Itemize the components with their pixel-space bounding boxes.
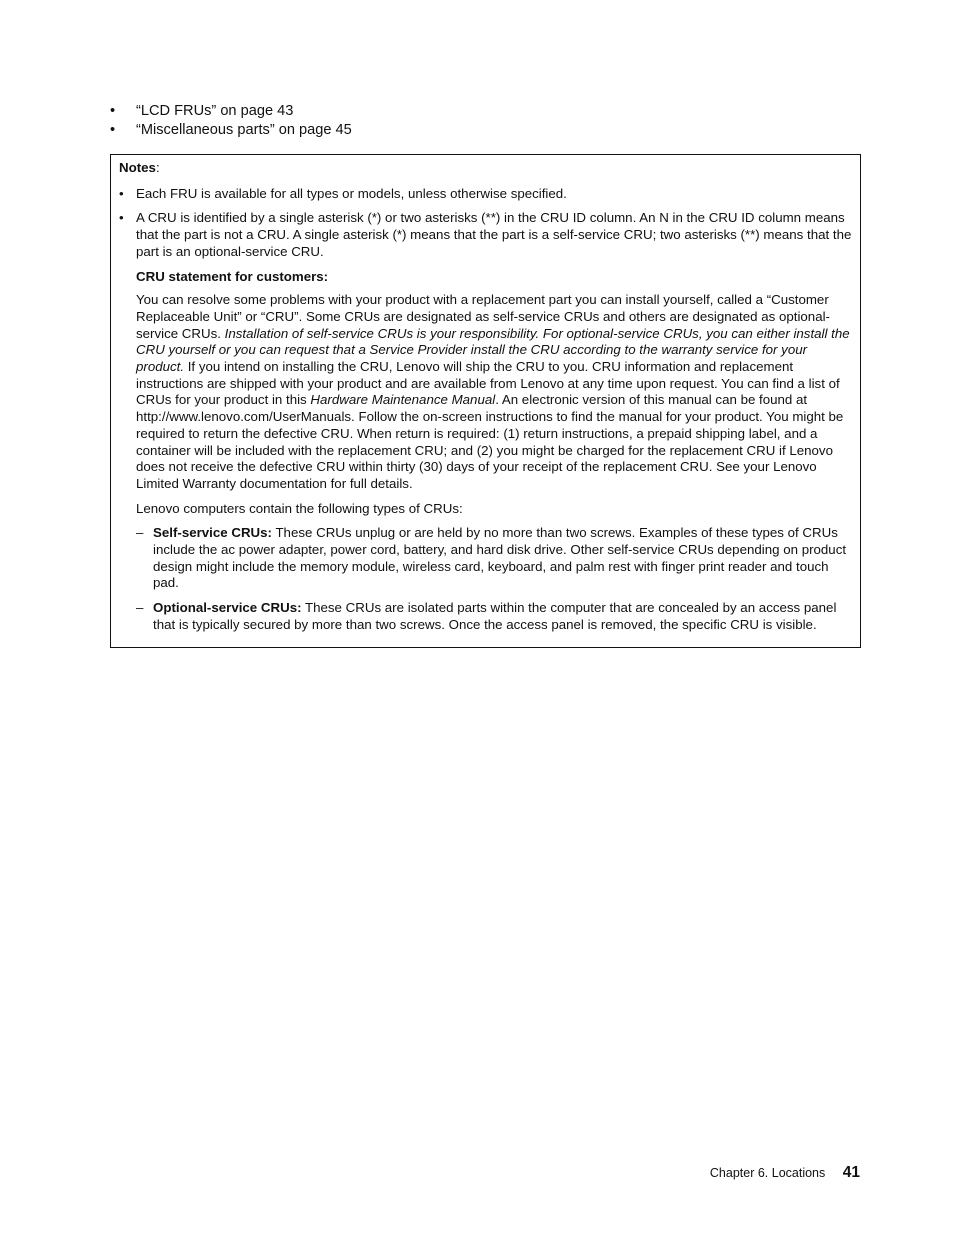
cru-text-italic-responsibility: Installation of self-service CRUs is your responsibility. For optional-service CRUs, you can either install the CRU yourself or you can request that a Service Provider install the CRU according to the warranty service for your product. <box>136 325 850 375</box>
note-text: Each FRU is available for all types or models, unless otherwise specified. <box>136 185 567 201</box>
note-item-cru-identification <box>119 210 852 260</box>
footer-chapter-title: Chapter 6. Locations <box>709 1166 826 1180</box>
cru-statement-heading: CRU statement for customers: <box>136 268 329 284</box>
notes-heading <box>119 160 852 177</box>
note-text: A CRU is identified by a single asterisk (*) or two asterisks (**) in the CRU ID column. An N in the CRU ID column means that the part is not a CRU. A single asterisk (*) means that the part is a self-service CRU; two asterisks (**) means that the part is an optional-service CRU. <box>136 210 852 259</box>
related-link-lcd-frus[interactable] <box>110 102 810 121</box>
cru-type-description: These CRUs are isolated parts within the computer that are concealed by an access panel that is typically secured by more than two screws. Once the access panel is removed, the specific CRU is visible. <box>153 600 837 632</box>
note-item-availability <box>119 186 852 203</box>
bullet: • <box>119 210 124 226</box>
cru-type-label: Optional-service CRUs: <box>153 600 302 616</box>
dash: – <box>136 600 144 616</box>
related-links-list <box>110 102 810 140</box>
cru-text-part-2: If you intend on installing the CRU, Lenovo will ship the CRU to you. CRU information and replacement instructions are shipped with your product and are available from Lenovo at any time upon request. You can find a list of CRUs for your product in this <box>136 359 840 408</box>
bullet: • <box>119 185 124 201</box>
cru-text-part-1: You can resolve some problems with your product with a replacement part you can install yourself, called a “Customer Replaceable Unit” or “CRU”. Some CRUs are designated as self-service CRUs and others are designated as optional-service CRUs. <box>136 292 830 341</box>
cru-types-intro: Lenovo computers contain the following types of CRUs: <box>136 500 463 516</box>
cru-type-description: These CRUs unplug or are held by no more than two screws. Examples of these types of CRUs include the ac power adapter, power cord, battery, and hard disk drive. Other self-service CRUs depending on product design might include the memory module, wireless card, keyboard, and palm rest with finger print reader and touch pad. <box>153 525 847 591</box>
notes-box <box>110 154 861 648</box>
related-link-miscellaneous-parts[interactable] <box>110 121 810 140</box>
page-footer <box>710 1163 860 1183</box>
cru-type-optional-service <box>136 600 852 633</box>
notes-heading-label: Notes <box>119 160 156 175</box>
cru-type-self-service <box>136 525 852 592</box>
cru-statement-paragraph <box>136 292 852 492</box>
cru-type-label: Self-service CRUs: <box>153 525 272 541</box>
dash: – <box>136 525 144 541</box>
link-text[interactable]: “Miscellaneous parts” on page 45 <box>136 122 352 138</box>
cru-text-italic-manual-title: Hardware Maintenance Manual <box>310 392 496 408</box>
footer-page-number: 41 <box>842 1164 860 1181</box>
notes-heading-colon: : <box>155 160 160 175</box>
bullet: • <box>110 122 116 138</box>
cru-text-part-3: . An electronic version of this manual can be found at http://www.lenovo.com/UserManuals. Follow the on-screen instructions to find the manual for your product. You might be required to return the defective CRU. When return is required: (1) return instructions, a prepaid shipping label, and a container will be included with the replacement CRU; and (2) you might be charged for the replacement CRU if Lenovo does not receive the defective CRU within thirty (30) days of your receipt of the replacement CRU. See your Lenovo Limited Warranty documentation for full details. <box>136 392 844 491</box>
bullet: • <box>110 103 116 119</box>
link-text[interactable]: “LCD FRUs” on page 43 <box>136 103 294 119</box>
